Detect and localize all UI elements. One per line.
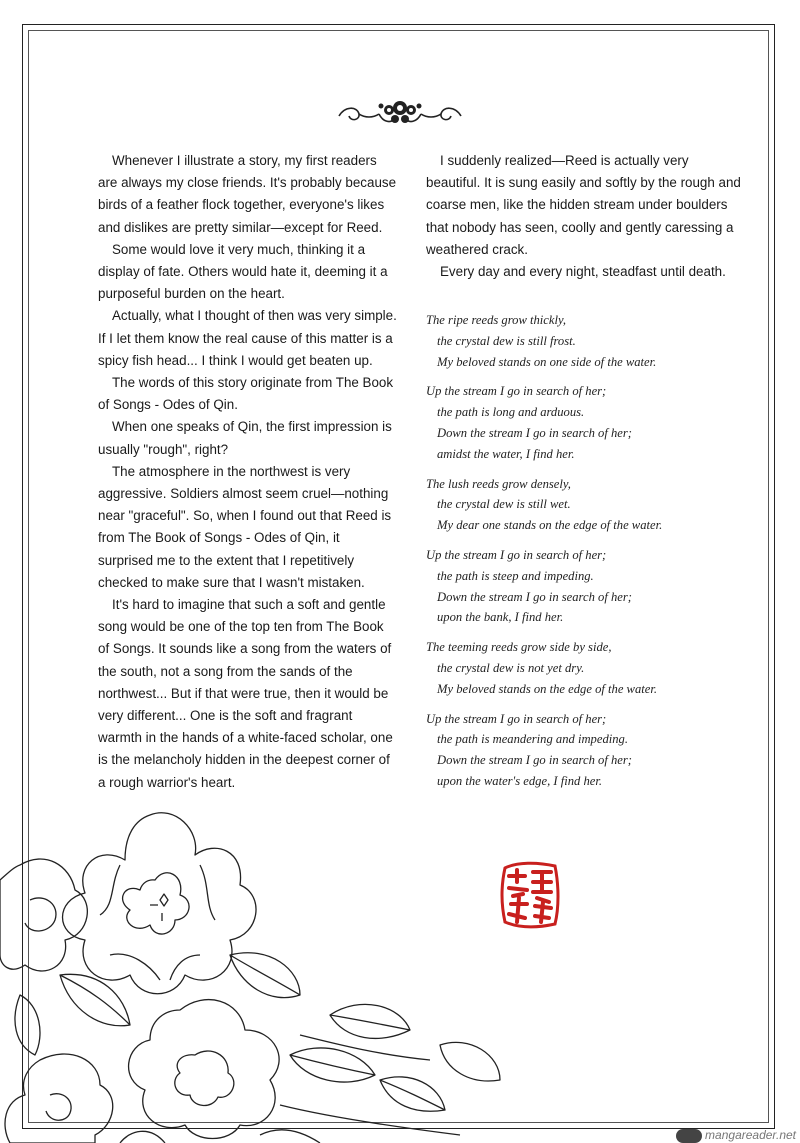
poem-line: Down the stream I go in search of her; xyxy=(437,425,632,440)
paragraph: Some would love it very much, thinking it a display of fate. Others would hate it, deeming it a purposeful burden on the heart. xyxy=(98,241,388,302)
poem-stanza xyxy=(426,709,726,792)
poem-line: the crystal dew is still frost. xyxy=(437,333,576,348)
poem-line: the crystal dew is not yet dry. xyxy=(437,660,585,675)
paragraph: The words of this story originate from The Book of Songs - Odes of Qin. xyxy=(98,375,394,413)
poem-line: The lush reeds grow densely, xyxy=(426,476,571,491)
poem-line: the crystal dew is still wet. xyxy=(437,497,571,512)
poem-line: The teeming reeds grow side by side, xyxy=(426,640,612,655)
watermark-text: mangareader.net xyxy=(705,1128,796,1143)
paragraph: I suddenly realized—Reed is actually very beautiful. It is sung easily and softly by the rough and coarse men, like the hidden stream under boulders that nobody has seen, coolly and gently caressing a weathered crack. xyxy=(426,153,741,257)
poem-stanza xyxy=(426,381,726,464)
poem-line: My beloved stands on the edge of the water. xyxy=(437,681,657,696)
poem-line: Up the stream I go in search of her; xyxy=(426,384,607,399)
poem-stanza xyxy=(426,637,726,699)
paragraph: It's hard to imagine that such a soft and gentle song would be one of the top ten from The Book of Songs. It sounds like a song from the waters of the south, not a song from the sands of the northwest... But if that were true, then it would be very different... One is the soft and fragrant warmth in the hands of a white-faced scholar, one is the melancholy hidden in the deepest corner of a rough warrior's heart. xyxy=(98,597,393,790)
peony-line-drawing xyxy=(0,805,560,1143)
poem-line: upon the bank, I find her. xyxy=(437,610,564,625)
poem-line: upon the water's edge, I find her. xyxy=(437,773,602,788)
paragraph: Actually, what I thought of then was very simple. If I let them know the real cause of this matter is a spicy fish head... I think I would get beaten up. xyxy=(98,308,397,368)
poem-line: My beloved stands on one side of the water. xyxy=(437,354,657,369)
poem-line: Down the stream I go in search of her; xyxy=(437,753,632,768)
left-text-column xyxy=(98,150,398,794)
poem-reed xyxy=(426,310,726,801)
poem-stanza xyxy=(426,310,726,372)
poem-line: My dear one stands on the edge of the water. xyxy=(437,518,663,533)
poem-line: the path is meandering and impeding. xyxy=(437,732,628,747)
paragraph: When one speaks of Qin, the first impression is usually "rough", right? xyxy=(98,419,392,457)
poem-stanza xyxy=(426,474,726,536)
watermark xyxy=(676,1128,796,1143)
poem-stanza xyxy=(426,545,726,628)
poem-line: the path is steep and impeding. xyxy=(437,568,594,583)
watermark-badge-icon xyxy=(676,1129,702,1143)
floral-scroll-icon xyxy=(335,92,465,130)
paragraph: Whenever I illustrate a story, my first readers are always my close friends. It's probably because birds of a feather flock together, everyone's likes and dislikes are pretty similar—except for Reed. xyxy=(98,153,397,235)
poem-line: The ripe reeds grow thickly, xyxy=(426,313,567,327)
poem-line: Down the stream I go in search of her; xyxy=(437,589,632,604)
right-text-column xyxy=(426,150,746,283)
poem-line: Up the stream I go in search of her; xyxy=(426,711,607,726)
poem-line: the path is long and arduous. xyxy=(437,405,585,420)
poem-line: Up the stream I go in search of her; xyxy=(426,547,607,562)
paragraph: Every day and every night, steadfast until death. xyxy=(440,264,726,280)
poem-line: amidst the water, I find her. xyxy=(437,446,575,461)
paragraph: The atmosphere in the northwest is very aggressive. Soldiers almost seem cruel—nothing near "graceful". So, when I found out that Reed is from The Book of Songs - Odes of Qin, it surprised me to the extent that I repetitively checked to make sure that I wasn't mistaken. xyxy=(98,463,392,590)
